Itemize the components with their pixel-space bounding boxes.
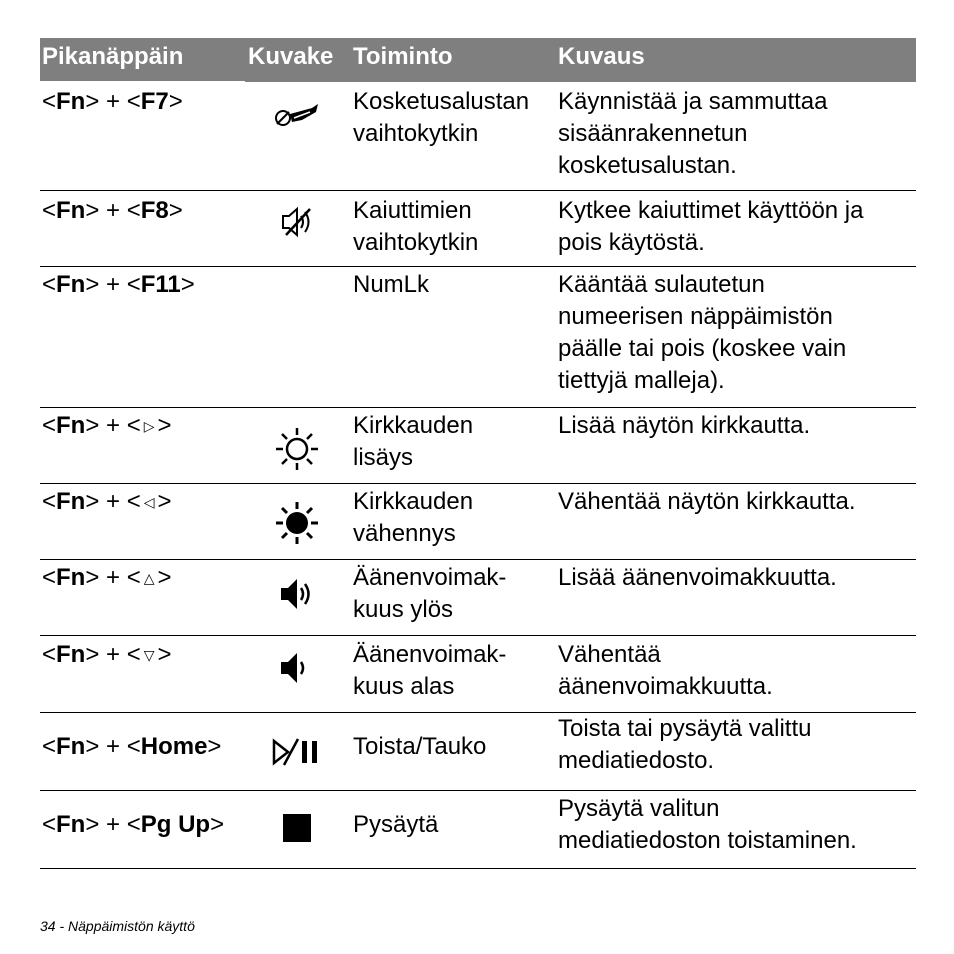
volume-down-icon	[245, 648, 349, 688]
shortcut-key: <Fn> + <F11>	[42, 271, 195, 298]
function-text: Äänenvoimak- kuus alas	[353, 641, 507, 700]
stop-icon	[245, 813, 349, 843]
touchpad-toggle-icon	[245, 100, 349, 130]
shortcut-key: <Fn> + <Home>	[42, 733, 222, 760]
shortcut-key: <Fn> + < ▽ >	[42, 641, 172, 668]
table-row	[40, 560, 916, 636]
table-header	[40, 38, 916, 82]
shortcut-key: <Fn> + < ◁ >	[42, 488, 172, 515]
function-text: Äänenvoimak- kuus ylös	[353, 564, 507, 623]
description-text: Vähentää näytön kirkkautta.	[558, 488, 856, 515]
shortcut-key: <Fn> + <F8>	[42, 197, 183, 224]
table-row	[40, 484, 916, 560]
function-text: Kosketusalustan vaihtokytkin	[353, 88, 530, 147]
table-row	[40, 191, 916, 267]
table-row	[40, 636, 916, 713]
table-row	[40, 713, 916, 791]
brightness-down-icon	[245, 500, 349, 546]
table-row	[40, 82, 916, 191]
description-text: Käynnistää ja sammuttaa sisäänrakennetun kosketusalustan.	[558, 88, 828, 179]
shortcut-key: <Fn> + <F7>	[42, 88, 183, 115]
description-text: Kytkee kaiuttimet käyttöön ja pois käytöstä.	[558, 197, 864, 256]
description-text: Lisää äänenvoimakkuutta.	[558, 564, 837, 591]
description-text: Pysäytä valitun mediatiedoston toistaminen.	[558, 795, 857, 854]
function-text: Pysäytä	[353, 811, 439, 838]
speaker-mute-icon	[245, 205, 349, 239]
function-text: NumLk	[353, 271, 430, 298]
header-icon: Kuvake	[248, 43, 334, 70]
table-row	[40, 267, 916, 408]
description-text: Lisää näytön kirkkautta.	[558, 412, 811, 439]
shortcut-key: <Fn> + <Pg Up>	[42, 811, 225, 838]
header-function: Toiminto	[353, 43, 453, 70]
shortcut-table	[40, 38, 916, 869]
description-text: Kääntää sulautetun numeerisen näppäimistön päälle tai pois (koskee vain tiettyjä malleja).	[558, 271, 847, 394]
volume-up-icon	[245, 574, 349, 614]
table-row	[40, 408, 916, 484]
shortcut-key: <Fn> + < △ >	[42, 564, 172, 591]
header-shortcut: Pikanäppäin	[42, 43, 184, 70]
function-text: Kirkkauden vähennys	[353, 488, 474, 547]
function-text: Kaiuttimien vaihtokytkin	[353, 197, 479, 256]
shortcut-key: <Fn> + < ▷ >	[42, 412, 172, 439]
page-footer: 34 - Näppäimistön käyttö	[40, 918, 195, 934]
brightness-up-icon	[245, 426, 349, 472]
header-description: Kuvaus	[558, 43, 645, 70]
play-pause-icon	[245, 737, 349, 767]
description-text: Vähentää äänenvoimakkuutta.	[558, 641, 773, 700]
function-text: Kirkkauden lisäys	[353, 412, 474, 471]
description-text: Toista tai pysäytä valittu mediatiedosto.	[558, 715, 812, 774]
table-row	[40, 791, 916, 869]
function-text: Toista/Tauko	[353, 733, 487, 760]
